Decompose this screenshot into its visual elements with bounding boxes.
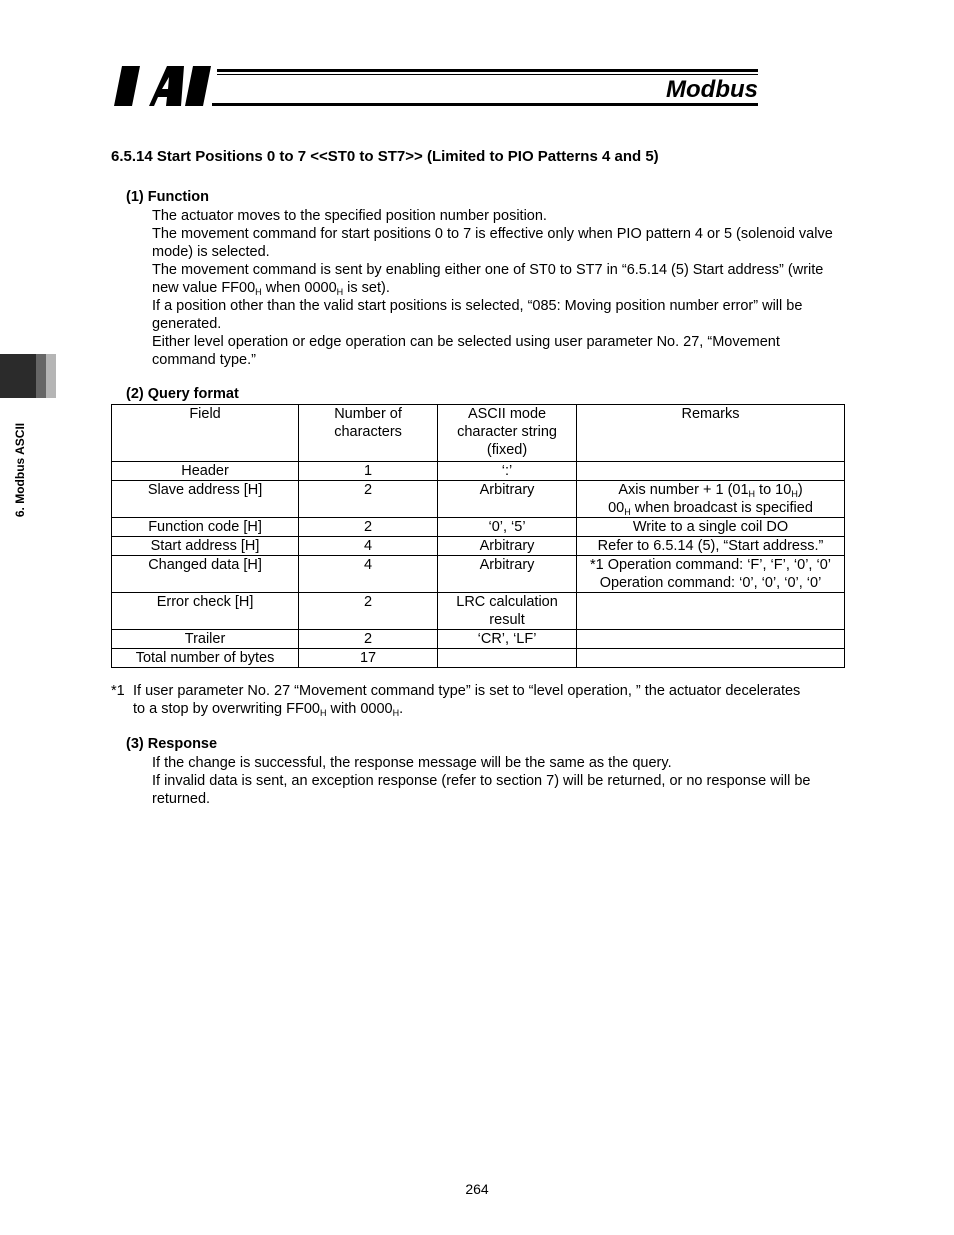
table-cell: 1 [299,462,438,481]
table-row [112,593,845,630]
table-cell: Refer to 6.5.14 (5), “Start address.” [577,537,845,556]
table-cell: Trailer [112,630,299,649]
response-paragraph: If the change is successful, the response message will be the same as the query. [152,755,672,771]
table-cell [577,630,845,649]
function-paragraph: Either level operation or edge operation can be selected using user parameter No. 27, “Movement command type.” [152,334,780,368]
table-cell: 4 [299,537,438,556]
footnote-text: If user parameter No. 27 “Movement command type” is set to “level operation, ” the actuator decelerates to a stop by overwriting $FF00_H$ with $0000_H$. [133,683,801,718]
table-cell: Changed data [H] [112,556,299,593]
side-tab-marker-dark [0,354,36,398]
function-paragraph: The movement command is sent by enabling either one of ST0 to ST7 in “6.5.14 (5) Start address” (write new value $FF00_H$ when $0000_H$ is set). [152,262,824,297]
table-row [112,630,845,649]
table-row [112,556,845,593]
query-heading: (2) Query format [126,386,239,402]
table-cell: ‘:’ [438,462,577,481]
footnote-mark: *1 [111,683,125,699]
table-cell: ‘0’, ‘5’ [438,518,577,537]
function-paragraph: The actuator moves to the specified position number position. [152,208,547,224]
response-paragraph: If invalid data is sent, an exception response (refer to section 7) will be returned, or no response will be returned. [152,773,811,807]
table-header-cell: Number of characters [299,405,438,462]
header-rule-top [217,69,758,72]
table-cell: Header [112,462,299,481]
table-cell: 2 [299,630,438,649]
table-row [112,649,845,668]
side-tab-marker-light [46,354,56,398]
header-brand: Modbus [666,76,758,103]
function-paragraph: The movement command for start positions 0 to 7 is effective only when PIO pattern 4 or 5 (solenoid valve mode) is selected. [152,226,833,260]
table-cell [438,649,577,668]
response-heading: (3) Response [126,736,218,752]
table-cell: ‘CR’, ‘LF’ [438,630,577,649]
table-cell: 2 [299,481,438,518]
table-header-cell: Field [112,405,299,462]
table-cell: Write to a single coil DO [577,518,845,537]
table-cell [577,649,845,668]
table-cell: 17 [299,649,438,668]
function-body [152,207,842,369]
table-header-row [112,405,845,462]
table-header-cell: ASCII mode character string (fixed) [438,405,577,462]
table-cell: LRC calculation result [438,593,577,630]
table-cell: Arbitrary [438,537,577,556]
table-cell [577,462,845,481]
table-row [112,462,845,481]
table-cell: Total number of bytes [112,649,299,668]
table-cell: Start address [H] [112,537,299,556]
table-header-cell: Remarks [577,405,845,462]
table-cell: Function code [H] [112,518,299,537]
table-row [112,537,845,556]
side-tab-label: 6. Modbus ASCII [13,422,27,518]
query-format-table [111,404,845,668]
table-cell: *1 Operation command: ‘F’, ‘F’, ‘0’, ‘0’ Operation command: ‘0’, ‘0’, ‘0’, ‘0’ [577,556,845,593]
iai-logo [113,66,217,106]
function-heading: (1) Function [126,189,209,205]
table-row [112,481,845,518]
table-cell [577,593,845,630]
table-row [112,518,845,537]
section-title: 6.5.14 Start Positions 0 to 7 <<ST0 to ST7>> (Limited to PIO Patterns 4 and 5) [111,148,659,165]
function-paragraph: If a position other than the valid start positions is selected, “085: Moving position number error” will be generated. [152,298,803,332]
table-cell: 4 [299,556,438,593]
table-cell: 2 [299,518,438,537]
table-cell: Slave address [H] [112,481,299,518]
header-rule-top-thin [217,74,758,75]
response-body [152,754,842,808]
table-cell: 2 [299,593,438,630]
footnote [111,682,811,718]
table-cell: Error check [H] [112,593,299,630]
table-cell: Arbitrary [438,481,577,518]
table-cell: Axis number + 1 ($01_H$ to $10_H$) $00_H$ when broadcast is specified [577,481,845,518]
page-number: 264 [465,1181,489,1197]
side-tab-marker-mid [36,354,46,398]
table-cell: Arbitrary [438,556,577,593]
